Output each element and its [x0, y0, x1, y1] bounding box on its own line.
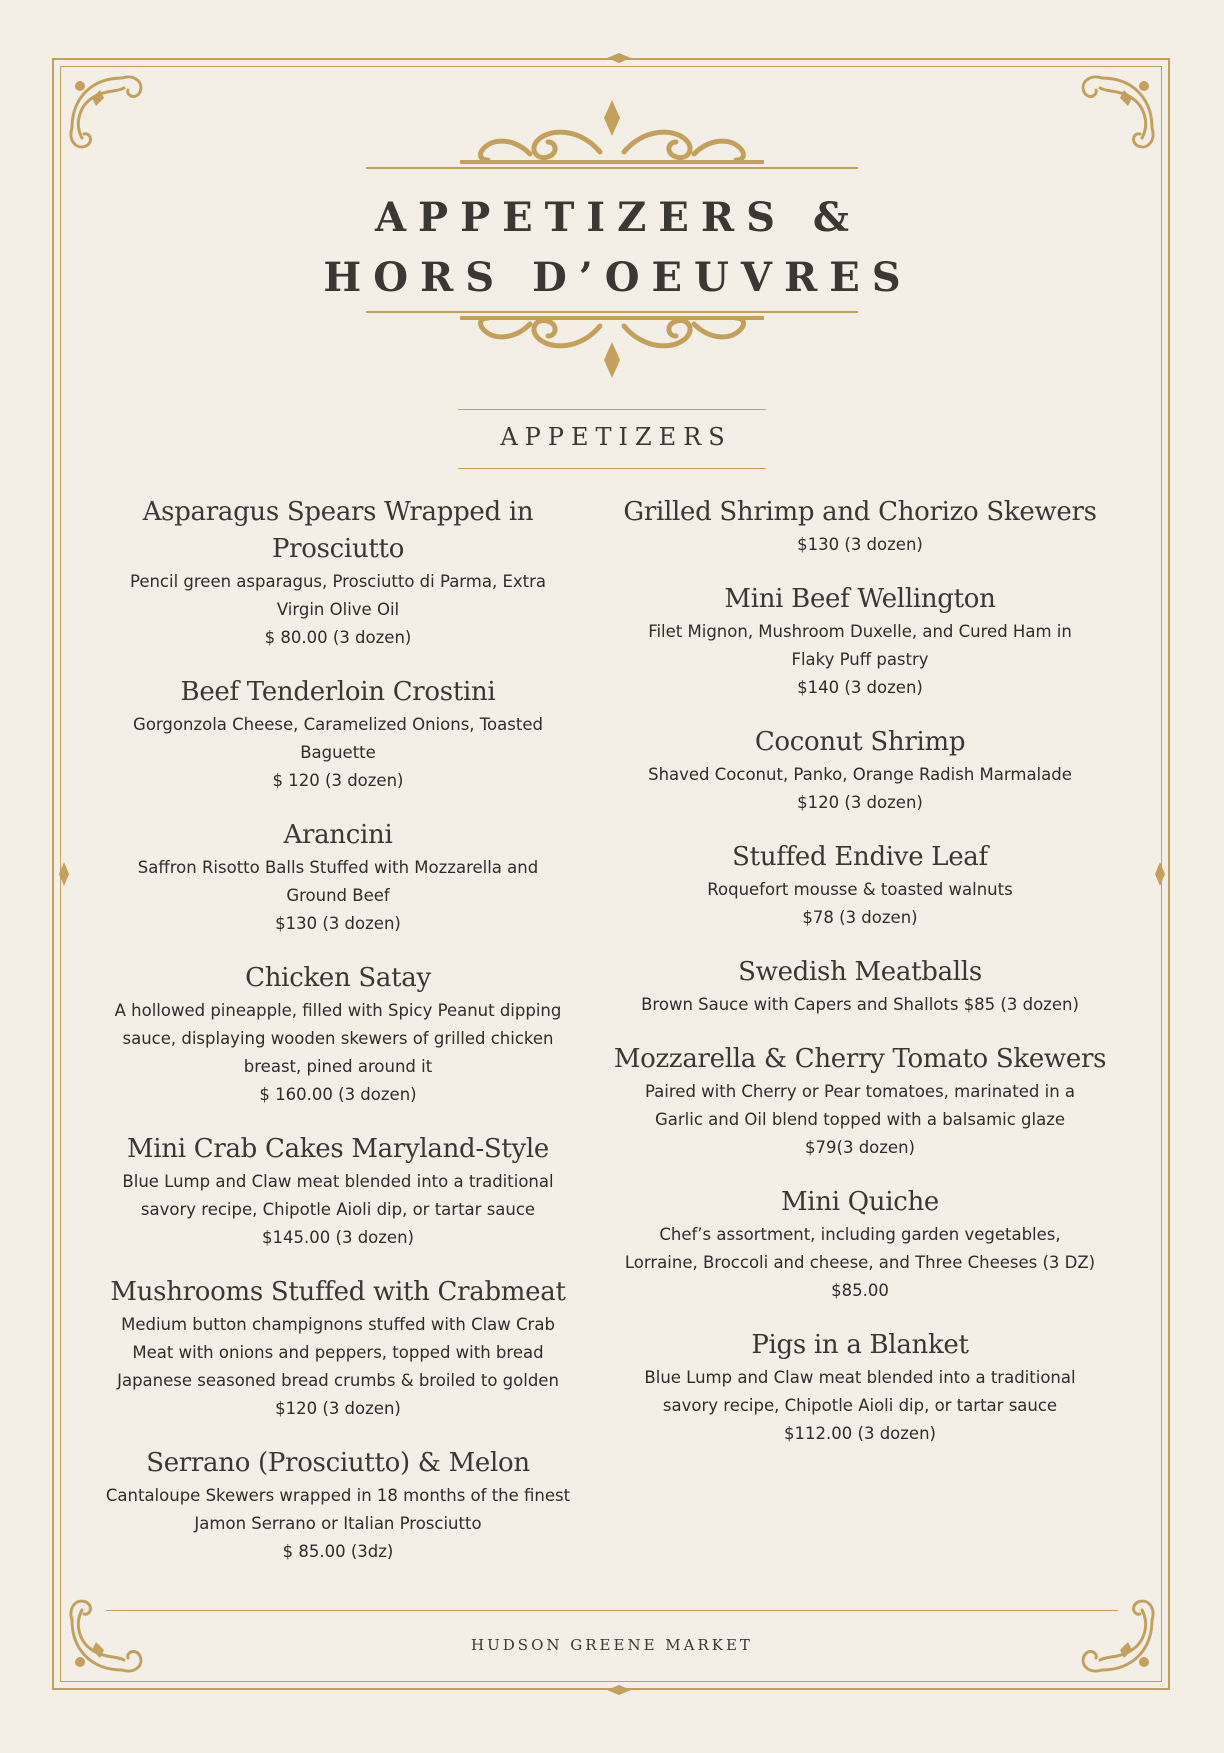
menu-item-description: Blue Lump and Claw meat blended into a traditional: [644, 1368, 1076, 1387]
menu-item: [610, 1041, 1110, 1162]
menu-item-name: Serrano (Prosciutto) & Melon: [146, 1448, 530, 1478]
menu-item-name: Mozzarella & Cherry Tomato Skewers: [613, 1044, 1107, 1074]
menu-item-description: Jamon Serrano or Italian Prosciutto: [194, 1514, 482, 1533]
menu-item-description: Gorgonzola Cheese, Caramelized Onions, Toasted: [133, 715, 543, 734]
menu-item-description: Pencil green asparagus, Prosciutto di Parma, Extra: [129, 572, 547, 591]
footer-rule: [106, 1610, 1118, 1611]
menu-item: [610, 494, 1110, 559]
bottom-ornament: [607, 1684, 631, 1696]
menu-item: [88, 674, 588, 795]
menu-item-name: Swedish Meatballs: [738, 957, 982, 987]
corner-flourish-bottom-right: [1062, 1580, 1162, 1680]
menu-item-price: $ 80.00 (3 dozen): [264, 628, 412, 647]
title-line-2: HORS D’OEUVRES: [323, 254, 913, 301]
menu-item-name: Beef Tenderloin Crostini: [180, 677, 496, 707]
corner-flourish-bottom-left: [62, 1580, 162, 1680]
footer-brand: HUDSON GREENE MARKET: [471, 1636, 753, 1654]
menu-item-description: Shaved Coconut, Panko, Orange Radish Marmalade: [648, 765, 1072, 784]
menu-item-price: Brown Sauce with Capers and Shallots $85 (3 dozen): [641, 995, 1079, 1014]
menu-item: [88, 1445, 588, 1566]
title-bottom-flourish: [460, 316, 764, 382]
section-title: APPETIZERS: [500, 423, 732, 451]
corner-flourish-top-right: [1062, 68, 1162, 168]
menu-item-price: $120 (3 dozen): [797, 793, 923, 812]
menu-item-description: Cantaloupe Skewers wrapped in 18 months of the finest: [105, 1486, 571, 1505]
menu-item: [610, 724, 1110, 817]
menu-item: [88, 1131, 588, 1252]
menu-item-description: Chef’s assortment, including garden vegetables,: [659, 1225, 1061, 1244]
right-menu-column: [610, 494, 1110, 1470]
menu-item-name: Stuffed Endive Leaf: [732, 842, 988, 872]
menu-item: [610, 954, 1110, 1019]
menu-item-price: $ 120 (3 dozen): [272, 771, 404, 790]
menu-item-price: $ 85.00 (3dz): [282, 1542, 394, 1561]
menu-item-description: Meat with onions and peppers, topped with bread: [132, 1343, 544, 1362]
left-side-ornament: [59, 862, 69, 886]
menu-item-name: Arancini: [283, 820, 393, 850]
menu-item-name: Mini Crab Cakes Maryland-Style: [126, 1134, 550, 1164]
menu-item: [88, 960, 588, 1109]
menu-item-name: Coconut Shrimp: [754, 727, 966, 757]
title-line-1: APPETIZERS &: [374, 194, 861, 241]
menu-item-description: Saffron Risotto Balls Stuffed with Mozzarella and: [137, 858, 539, 877]
menu-item-description: Blue Lump and Claw meat blended into a traditional: [122, 1172, 554, 1191]
menu-item-description: Ground Beef: [286, 886, 390, 905]
left-menu-column: [88, 494, 588, 1588]
page-title: [0, 188, 1224, 308]
title-rule-bottom: [366, 311, 858, 313]
corner-flourish-top-left: [62, 68, 162, 168]
menu-item-name: Prosciutto: [271, 534, 405, 564]
title-rule-top: [366, 167, 858, 169]
menu-item-description: Baguette: [300, 743, 376, 762]
menu-item-description: Medium button champignons stuffed with Claw Crab: [121, 1315, 555, 1334]
menu-item-name: Chicken Satay: [245, 963, 431, 993]
menu-item-price: $130 (3 dozen): [275, 914, 401, 933]
menu-item: [610, 1327, 1110, 1448]
menu-item-description: sauce, displaying wooden skewers of grilled chicken: [122, 1029, 554, 1048]
menu-item: [610, 581, 1110, 702]
menu-item-description: Paired with Cherry or Pear tomatoes, marinated in a: [644, 1082, 1076, 1101]
menu-item-name: Mushrooms Stuffed with Crabmeat: [110, 1277, 566, 1307]
menu-item-description: Lorraine, Broccoli and cheese, and Three Cheeses (3 DZ): [624, 1253, 1096, 1272]
top-ornament: [607, 52, 631, 64]
menu-item-price: $79(3 dozen): [805, 1138, 915, 1157]
menu-item-description: A hollowed pineapple, filled with Spicy Peanut dipping: [114, 1001, 562, 1020]
menu-item-price: $112.00 (3 dozen): [784, 1424, 936, 1443]
menu-item-description: Flaky Puff pastry: [791, 650, 929, 669]
menu-item-name: Pigs in a Blanket: [751, 1330, 969, 1360]
menu-item-description: breast, pined around it: [243, 1057, 433, 1076]
menu-item-price: $78 (3 dozen): [802, 908, 918, 927]
menu-item-name: Asparagus Spears Wrapped in: [142, 497, 534, 527]
menu-item-price: $ 160.00 (3 dozen): [259, 1085, 417, 1104]
menu-item-price: $145.00 (3 dozen): [262, 1228, 414, 1247]
menu-item-price: $85.00: [831, 1281, 889, 1300]
menu-item-name: Mini Beef Wellington: [724, 584, 996, 614]
right-side-ornament: [1155, 862, 1165, 886]
section-rule-bottom: [458, 468, 766, 469]
menu-item-name: Grilled Shrimp and Chorizo Skewers: [623, 497, 1097, 527]
menu-item: [88, 817, 588, 938]
menu-item-description: Japanese seasoned bread crumbs & broiled to golden: [117, 1371, 559, 1390]
menu-item: [88, 1274, 588, 1423]
menu-item-description: Virgin Olive Oil: [276, 600, 400, 619]
menu-item-price: $130 (3 dozen): [797, 535, 923, 554]
menu-item-description: savory recipe, Chipotle Aioli dip, or tartar sauce: [140, 1200, 536, 1219]
menu-item-description: Roquefort mousse & toasted walnuts: [707, 880, 1013, 899]
menu-item-name: Mini Quiche: [780, 1187, 940, 1217]
menu-item-description: savory recipe, Chipotle Aioli dip, or tartar sauce: [662, 1396, 1058, 1415]
menu-item: [88, 494, 588, 652]
menu-item-description: Garlic and Oil blend topped with a balsamic glaze: [654, 1110, 1066, 1129]
menu-item-price: $140 (3 dozen): [797, 678, 923, 697]
menu-item: [610, 1184, 1110, 1305]
section-rule-top: [458, 409, 766, 410]
menu-item: [610, 839, 1110, 932]
menu-item-price: $120 (3 dozen): [275, 1399, 401, 1418]
title-top-flourish: [460, 98, 764, 166]
menu-item-description: Filet Mignon, Mushroom Duxelle, and Cured Ham in: [648, 622, 1072, 641]
